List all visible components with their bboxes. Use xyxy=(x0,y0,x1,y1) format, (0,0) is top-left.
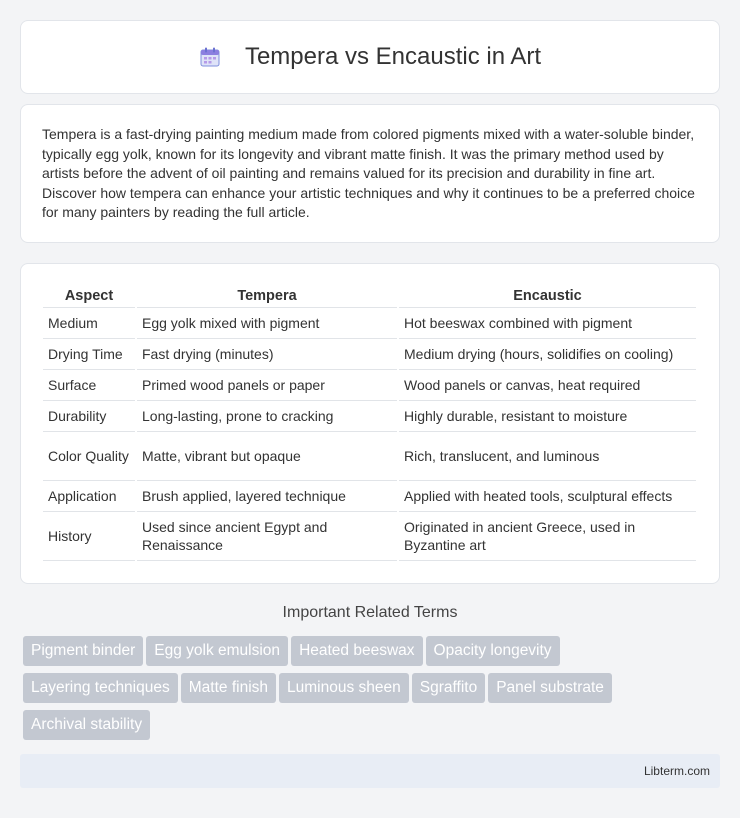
page-title: Tempera vs Encaustic in Art xyxy=(244,43,542,70)
comparison-table-card xyxy=(20,263,720,584)
table-cell: Matte, vibrant but opaque xyxy=(137,432,397,481)
table-cell: Originated in ancient Greece, used in Byzantine art xyxy=(399,512,696,561)
term-tag[interactable]: Heated beeswax xyxy=(291,636,422,666)
column-header-tempera: Tempera xyxy=(137,284,397,308)
table-row xyxy=(43,481,696,512)
table-cell: Hot beeswax combined with pigment xyxy=(399,308,696,339)
table-row xyxy=(43,370,696,401)
table-cell: Wood panels or canvas, heat required xyxy=(399,370,696,401)
comparison-table xyxy=(41,284,698,561)
table-cell: Primed wood panels or paper xyxy=(137,370,397,401)
column-header-encaustic: Encaustic xyxy=(399,284,696,308)
table-row xyxy=(43,432,696,481)
term-tag[interactable]: Pigment binder xyxy=(23,636,143,666)
table-cell: Long-lasting, prone to cracking xyxy=(137,401,397,432)
table-cell: Fast drying (minutes) xyxy=(137,339,397,370)
table-cell: Brush applied, layered technique xyxy=(137,481,397,512)
term-tag[interactable]: Luminous sheen xyxy=(279,673,409,703)
header-card xyxy=(20,20,720,94)
term-tag[interactable]: Layering techniques xyxy=(23,673,178,703)
term-tag[interactable]: Panel substrate xyxy=(488,673,612,703)
table-header-row xyxy=(43,284,696,308)
term-tag[interactable]: Matte finish xyxy=(181,673,276,703)
table-row xyxy=(43,308,696,339)
term-tag[interactable]: Archival stability xyxy=(23,710,150,740)
table-cell: Applied with heated tools, sculptural effects xyxy=(399,481,696,512)
term-tag[interactable]: Sgraffito xyxy=(412,673,485,703)
table-cell: Used since ancient Egypt and Renaissance xyxy=(137,512,397,561)
table-row xyxy=(43,512,696,561)
table-cell: Application xyxy=(43,481,135,512)
term-tag[interactable]: Egg yolk emulsion xyxy=(146,636,288,666)
related-terms-list xyxy=(23,636,723,747)
table-cell: Medium drying (hours, solidifies on cooling) xyxy=(399,339,696,370)
table-cell: Medium xyxy=(43,308,135,339)
table-row xyxy=(43,339,696,370)
table-cell: Drying Time xyxy=(43,339,135,370)
table-cell: Color Quality xyxy=(43,432,135,481)
table-cell: Egg yolk mixed with pigment xyxy=(137,308,397,339)
table-cell: Durability xyxy=(43,401,135,432)
footer xyxy=(20,754,720,788)
calendar-icon xyxy=(199,46,221,68)
table-cell: History xyxy=(43,512,135,561)
term-tag[interactable]: Opacity longevity xyxy=(426,636,560,666)
column-header-aspect: Aspect xyxy=(43,284,135,308)
footer-brand-link[interactable]: Libterm.com xyxy=(643,764,710,778)
intro-text: Tempera is a fast-drying painting medium made from colored pigments mixed with a water-soluble binder, typically egg yolk, known for its longevity and vibrant matte finish. It was the primary method used by artists before the advent of oil painting and remains valued for its precision and durability in fine art. Discover how tempera can enhance your artistic techniques and why it continues to be a preferred choice for many painters by reading the full article. xyxy=(42,126,695,220)
related-terms-title: Important Related Terms xyxy=(282,604,458,621)
table-cell: Highly durable, resistant to moisture xyxy=(399,401,696,432)
table-cell: Surface xyxy=(43,370,135,401)
table-row xyxy=(43,401,696,432)
table-cell: Rich, translucent, and luminous xyxy=(399,432,696,481)
intro-card xyxy=(20,104,720,243)
